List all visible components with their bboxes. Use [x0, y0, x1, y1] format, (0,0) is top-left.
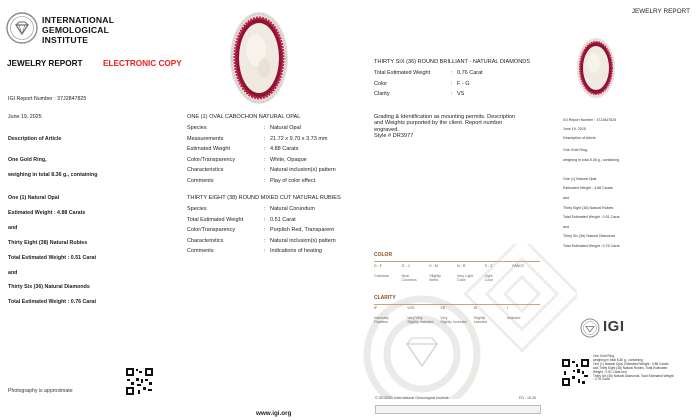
card-line: Estimated Weight : 4.88 Carats	[563, 186, 613, 191]
detail-row	[187, 125, 387, 133]
scale-tick: VVS	[407, 306, 415, 310]
diamonds-weight: Total Estimated Weight : 0.76 Carat	[8, 299, 97, 305]
detail-colon: :	[264, 156, 266, 163]
photo-note: Photography is approximate	[8, 388, 73, 394]
detail-key: Species	[187, 125, 207, 131]
color-scale-line	[374, 261, 540, 262]
scale-desc	[429, 274, 441, 283]
card-note-line: : 0.76 Carat	[593, 377, 610, 382]
detail-value: Purplish Red, Transparent	[270, 227, 334, 234]
report-title: JEWELRY REPORT	[7, 59, 83, 68]
electronic-copy-label: ELECTRONIC COPY	[103, 59, 182, 68]
detail-colon: :	[264, 146, 266, 153]
and-line: and	[8, 270, 18, 276]
grading-note	[374, 114, 544, 140]
opal-line: One (1) Natural Opal	[8, 195, 60, 201]
detail-value: Play of color effect.	[270, 178, 317, 184]
detail-row	[187, 178, 387, 186]
detail-key: Characteristics	[187, 237, 224, 244]
security-strip	[375, 405, 541, 414]
detail-key: Color	[374, 80, 388, 87]
scale-desc-line: Color	[484, 278, 494, 283]
detail-row	[374, 91, 574, 99]
detail-row	[374, 70, 574, 78]
and-line: and	[8, 225, 18, 231]
scale-desc-line: Slightly Included	[407, 320, 434, 325]
card-line: Total Estimated Weight : 0.76 Carat	[563, 244, 620, 248]
scale-tick: N - R	[457, 264, 466, 268]
detail-key: Comments	[187, 248, 214, 255]
scale-tick: K - M	[429, 264, 438, 268]
detail-value: 0.76 Carat	[457, 70, 483, 76]
scale-desc-line: Colorless	[374, 274, 389, 278]
detail-value: Indications of heating	[270, 248, 322, 255]
card-line: Total Estimated Weight : 0.51 Carat	[563, 215, 620, 220]
scale-tick: I	[506, 306, 508, 310]
card-date: June 19, 2025	[563, 127, 586, 131]
ruby-section-title: THIRTY EIGHT (38) ROUND MIXED CUT NATURAL RUBIES	[187, 195, 341, 201]
detail-key: Total Estimated Weight	[374, 70, 431, 76]
grading-note-line: Style # DR3977	[374, 133, 414, 140]
org-name-line: INSTITUTE	[42, 35, 89, 45]
scale-desc	[507, 316, 521, 320]
description-heading: Description of Article	[8, 136, 62, 142]
card-line: Thirty Six (36) Natural Diamonds	[563, 234, 616, 239]
form-code: FD - 10.20	[519, 396, 536, 400]
scale-desc	[440, 316, 466, 325]
scale-desc-line: Included	[473, 320, 488, 325]
detail-value: Natural Opal	[270, 125, 301, 131]
website-link[interactable]: www.igi.org	[256, 410, 292, 417]
detail-value: F - G	[457, 80, 470, 87]
detail-key: Measurements	[187, 135, 224, 142]
detail-colon: :	[264, 248, 266, 255]
report-date: June 19, 2025	[8, 114, 42, 120]
detail-value: White, Opaque	[270, 156, 307, 163]
detail-value: VS	[457, 91, 465, 98]
scale-tick: D - F	[374, 264, 382, 268]
igi-small-seal	[580, 318, 600, 338]
rubies-line: Thirty Eight (38) Natural Rubies	[8, 240, 88, 246]
card-note-line: Thirty Six (36) Natural Diamonds, Total Estimated Weight	[593, 373, 674, 378]
detail-colon: :	[264, 167, 266, 174]
card-note-line: One (1) Natural Opal, Estimated Weight : 4.88 Carats	[593, 361, 669, 366]
opal-section-title: ONE (1) OVAL CABOCHON NATURAL OPAL	[187, 114, 301, 120]
rubies-weight: Total Estimated Weight : 0.51 Carat	[8, 255, 97, 261]
card-description-heading: Description of Article	[563, 136, 596, 140]
scale-desc-line: Slightly	[429, 274, 441, 278]
scale-desc-line: Near	[401, 274, 410, 278]
scale-tick: SI	[473, 306, 477, 310]
ring-photo-small	[576, 37, 616, 99]
scale-desc-line: Light	[484, 274, 493, 278]
scale-desc-line: Internally	[374, 316, 389, 320]
detail-key: Color/Transparency	[187, 227, 236, 234]
scale-desc	[474, 316, 488, 325]
card-report-number: IGI Report Number : 37J2847825	[563, 118, 617, 122]
qr-code-right[interactable]	[562, 359, 589, 386]
item-line: weighing in total 8.36 g., containing	[8, 172, 98, 178]
card-line: One Gold Ring,	[563, 148, 588, 152]
grading-note-line: Grading & Identification as mounting permits. Description	[374, 114, 516, 120]
detail-row	[187, 227, 387, 235]
detail-key: Total Estimated Weight	[187, 216, 244, 223]
card-line: and	[563, 224, 569, 229]
detail-colon: :	[451, 80, 453, 87]
copyright: © IGI 2020, International Gemological Institute	[375, 396, 449, 400]
card-note-line: weighing in total 8.36 g., containing	[593, 357, 643, 362]
detail-colon: :	[451, 70, 453, 76]
report-title-right: JEWELRY REPORT	[631, 8, 690, 15]
detail-colon: :	[264, 206, 266, 212]
card-note-line: One Gold Ring,	[593, 354, 615, 358]
detail-key: Characteristics	[187, 167, 224, 174]
detail-key: Clarity	[374, 91, 390, 98]
detail-value: Natural Corundum	[270, 206, 315, 212]
scale-desc-line: Slightly Included	[440, 320, 467, 325]
scale-desc	[457, 274, 473, 283]
detail-colon: :	[264, 135, 266, 142]
detail-row	[187, 167, 387, 175]
scale-desc-line: Very Very	[407, 316, 423, 320]
card-notes	[593, 355, 698, 382]
detail-row	[187, 146, 387, 154]
scale-desc-line: Slightly	[473, 316, 486, 320]
detail-value: Natural inclusion(s) pattern	[270, 237, 336, 244]
scale-tick: VS	[440, 306, 446, 310]
scale-desc	[402, 274, 417, 283]
detail-colon: :	[451, 91, 453, 98]
grading-note-line: and Weights purported by the client. Report number	[374, 120, 503, 127]
color-scale-title: COLOR	[374, 252, 393, 258]
diamond-section-title: THIRTY SIX (36) ROUND BRILLIANT - NATURAL DIAMONDS	[374, 59, 531, 65]
scale-desc	[485, 274, 494, 283]
report-number: IGI Report Number : 37J2847825	[8, 96, 87, 102]
card-note-line: Weight : 0.51 Carat and	[593, 369, 627, 374]
org-name-line: INTERNATIONAL	[42, 15, 115, 25]
detail-value: 21.72 x 9.70 x 3.73 mm	[270, 135, 328, 142]
detail-value: 4.88 Carats	[270, 146, 299, 153]
scale-desc	[374, 274, 389, 278]
igi-logo-text: IGI	[603, 318, 625, 335]
igi-seal-logo	[6, 12, 38, 44]
qr-code[interactable]	[126, 368, 153, 395]
card-line: One (1) Natural Opal	[563, 176, 597, 181]
item-line: One Gold Ring,	[8, 157, 47, 163]
card-note-line: and Thirty Eight (38) Natural Rubies, Total Estimated	[593, 365, 668, 370]
detail-row	[187, 136, 387, 144]
detail-row	[374, 81, 574, 89]
scale-tick: IF	[374, 306, 378, 310]
clarity-scale-title: CLARITY	[374, 295, 396, 301]
detail-key: Color/Transparency	[187, 156, 236, 163]
detail-colon: :	[264, 237, 266, 244]
detail-row	[187, 217, 387, 225]
org-name-line: GEMOLOGICAL	[42, 25, 110, 35]
clarity-scale-line	[374, 304, 540, 305]
scale-desc-line: Very	[440, 316, 448, 320]
detail-key: Species	[187, 206, 207, 212]
card-line: Thirty Eight (38) Natural Rubies	[563, 205, 614, 210]
detail-key: Comments	[187, 178, 214, 184]
scale-tick: S - Z	[484, 264, 493, 268]
detail-colon: :	[264, 178, 266, 184]
scale-tick: FANCY	[512, 264, 525, 268]
detail-key: Estimated Weight	[187, 146, 231, 153]
opal-weight: Estimated Weight : 4.88 Carats	[8, 210, 86, 216]
detail-colon: :	[264, 216, 266, 223]
scale-tick: G - J	[401, 264, 410, 268]
card-line: weighing in total 8.36 g., containing	[563, 157, 620, 162]
scale-desc-line: Very Light	[457, 274, 473, 278]
detail-value: 0.51 Carat	[270, 216, 296, 223]
scale-desc	[374, 316, 389, 325]
ring-photo	[229, 10, 289, 106]
grading-note-line: engraved.	[374, 126, 399, 133]
scale-desc	[407, 316, 433, 325]
detail-row	[187, 206, 387, 214]
detail-colon: :	[264, 125, 266, 131]
scale-desc-line: Included	[506, 316, 521, 320]
card-line: and	[563, 196, 569, 200]
detail-colon: :	[264, 227, 266, 234]
diamonds-line: Thirty Six (36) Natural Diamonds	[8, 284, 90, 290]
detail-row	[187, 157, 387, 165]
scale-desc-line: Flawless	[374, 320, 388, 325]
scale-desc-line: Color	[457, 278, 466, 283]
scale-desc-line: Colorless	[401, 278, 417, 283]
detail-value: Natural inclusion(s) pattern	[270, 167, 336, 174]
scale-desc-line: tinted	[429, 278, 439, 283]
org-name	[42, 15, 114, 45]
